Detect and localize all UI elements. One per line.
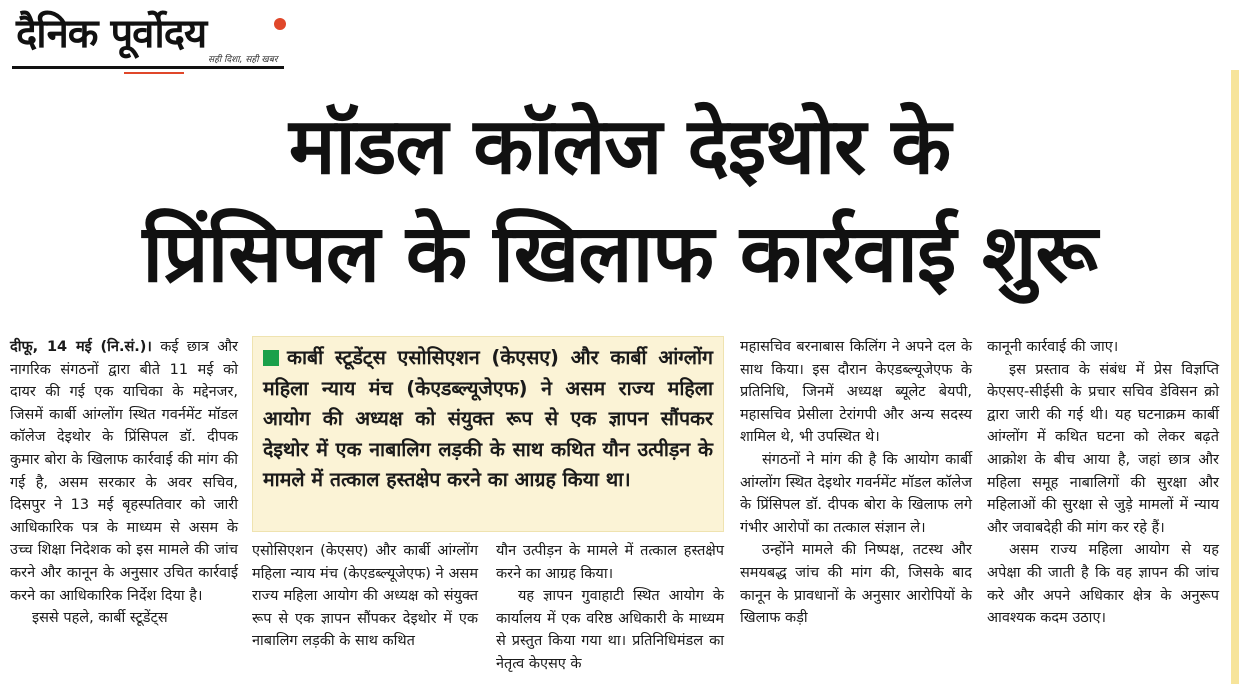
col5-paragraph-3: असम राज्य महिला आयोग से यह अपेक्षा की जाती है कि वह ज्ञापन की जांच करे और अपने अधिकार क्षेत्र के अनुरूप आवश्यक कदम उठाए। (987, 542, 1219, 627)
newspaper-logo: दैनिक पूर्वोदय (16, 11, 207, 57)
newspaper-tagline: सही दिशा, सही खबर (208, 55, 278, 65)
logo-dot-icon (274, 18, 286, 30)
article-column-5 (987, 336, 1219, 630)
col2-paragraph-1: एसोसिएशन (केएसए) और कार्बी आंग्लोंग महिला न्याय मंच (केएडब्ल्यूजेएफ) ने असम राज्य महिला आयोग की अध्यक्ष को संयुक्त रूप से एक ज्ञापन सौंपकर देइथोर में एक नाबालिग लड़की के साथ कथित (252, 543, 478, 650)
col4-paragraph-2: संगठनों ने मांग की है कि आयोग कार्बी आंग्लोंग स्थित देइथोर गवर्नमेंट मॉडल कॉलेज के प्रिंसिपल डॉ. दीपक बोरा के खिलाफ लगे गंभीर आरोपों का तत्काल संज्ञान ले। (740, 451, 972, 536)
col3-paragraph-1: यौन उत्पीड़न के मामले में तत्काल हस्तक्षेप करने का आग्रह किया। (496, 543, 724, 582)
page-edge-strip (1231, 70, 1239, 684)
dateline: दीफू, 14 मई (नि.सं.)। (10, 339, 152, 355)
masthead-rule (12, 66, 284, 69)
col4-paragraph-3: उन्होंने मामले की निष्पक्ष, तटस्थ और समयबद्ध जांच की मांग की, जिसके बाद कानून के प्रावधानों के अनुसार आरोपियों के खिलाफ कड़ी (740, 542, 972, 627)
col1-paragraph-1: कई छात्र और नागरिक संगठनों द्वारा बीते 11 मई को दायर की गई एक याचिका के मद्देनजर, जिसमें कार्बी आंग्लोंग स्थित गवर्नमेंट मॉडल कॉलेज देइथोर के प्रिंसिपल डॉ. दीपक कुमार बोरा के खिलाफ कार्रवाई की मांग की गई है, असम सरकार के अवर सचिव, दिसपुर ने 13 मई बृहस्पतिवार को जारी आधिकारिक पत्र के माध्यम से असम के उच्च शिक्षा निदेशक को इस मामले की जांच करने और कानून के अनुसार उचित कार्रवाई करने का आधिकारिक निर्देश दिया है। (10, 339, 238, 604)
headline-line-1: मॉडल कॉलेज देइथोर के (288, 102, 951, 192)
col1-paragraph-2: इससे पहले, कार्बी स्टूडेंट्स (32, 610, 168, 627)
article-column-1 (10, 336, 238, 630)
col3-paragraph-2: यह ज्ञापन गुवाहाटी स्थित आयोग के कार्यालय में एक वरिष्ठ अधिकारी के माध्यम से प्रस्तुत किया गया था। प्रतिनिधिमंडल का नेतृत्व केएसए के (496, 588, 724, 672)
highlight-box (252, 336, 724, 532)
headline-line-2: प्रिंसिपल के खिलाफ कार्रवाई शुरू (142, 207, 1097, 300)
article-column-2 (252, 540, 478, 653)
article-column-4 (740, 336, 972, 630)
col4-paragraph-1: महासचिव बरनाबास किलिंग ने अपने दल के साथ किया। इस दौरान केएडब्ल्यूजेएफ के प्रतिनिधि, जिनमें अध्यक्ष ब्यूलेट बेयपी, महासचिव प्रेसीला टेरांगपी और अन्य सदस्य शामिल थे, भी उपस्थित थे। (740, 339, 972, 446)
col5-paragraph-2: इस प्रस्ताव के संबंध में प्रेस विज्ञप्ति केएसए-सीईसी के प्रचार सचिव डेविसन क्रो द्वारा जारी की गई थी। यह घटनाक्रम कार्बी आंग्लोंग में कथित घटना को लेकर बढ़ते आक्रोश के बीच आया है, जहां छात्र और महिला समूह नाबालिगों की सुरक्षा और महिलाओं की सुरक्षा से जुड़े मामलों में न्याय और जवाबदेही की मांग कर रहे हैं। (987, 361, 1219, 536)
masthead (12, 8, 284, 72)
masthead-accent-rule (124, 72, 184, 74)
article-column-3 (496, 540, 724, 676)
highlight-text: कार्बी स्टूडेंट्स एसोसिएशन (केएसए) और कार्बी आंग्लोंग महिला न्याय मंच (केएडब्ल्यूजेएफ) ने असम राज्य महिला आयोग की अध्यक्ष को संयुक्त रूप से एक ज्ञापन सौंपकर देइथोर में एक नाबालिग लड़की के साथ कथित यौन उत्पीड़न के मामले में तत्काल हस्तक्षेप करने का आग्रह किया था। (263, 346, 713, 491)
highlight-quote (263, 343, 713, 496)
green-square-icon (263, 350, 279, 366)
col5-paragraph-1: कानूनी कार्रवाई की जाए। (987, 339, 1119, 355)
